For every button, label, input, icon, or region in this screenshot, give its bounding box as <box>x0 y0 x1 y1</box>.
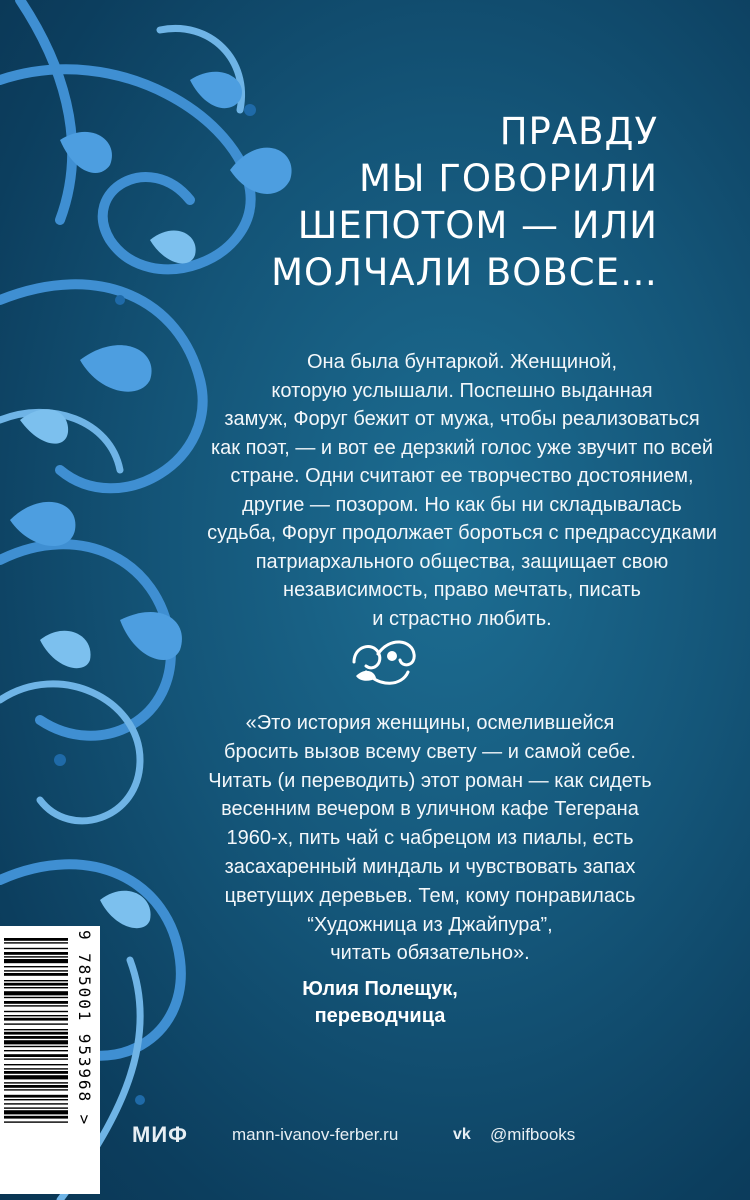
synopsis-line: другие — позором. Но как бы ни складывалась <box>242 493 682 516</box>
synopsis-line: и страстно любить. <box>372 607 552 630</box>
barcode-bar <box>4 983 68 986</box>
barcode-bar <box>4 1099 68 1100</box>
barcode-digits: 9 785001 953968 > <box>75 930 94 1127</box>
barcode-bar <box>4 1110 68 1114</box>
barcode-bar <box>4 1089 68 1090</box>
barcode-bar <box>4 1058 68 1059</box>
headline-line: ШЕПОТОМ — ИЛИ <box>297 204 658 247</box>
headline-line: ПРАВДУ <box>499 110 658 153</box>
headline-line: МЫ ГОВОРИЛИ <box>358 157 658 200</box>
barcode-bar <box>4 1085 68 1088</box>
swirl-divider-icon <box>346 632 420 692</box>
barcode-bar <box>4 1103 68 1104</box>
quote-line: цветущих деревьев. Тем, кому понравилась <box>224 884 636 907</box>
footer <box>0 1120 750 1150</box>
quote-line: бросить вызов всему свету — и самой себе. <box>224 740 636 763</box>
synopsis-line: стране. Одни считают ее творчество достоянием, <box>230 465 694 487</box>
headline <box>238 108 658 296</box>
barcode-bar <box>4 980 68 981</box>
barcode-bar <box>4 970 68 971</box>
barcode-bar <box>4 959 68 963</box>
barcode-bar <box>4 991 68 995</box>
synopsis-line: патриархального общества, защищает свою <box>255 550 669 573</box>
barcode-bar <box>4 1029 68 1030</box>
barcode-bar <box>4 948 68 949</box>
barcode-bar <box>4 956 68 957</box>
quote-line: читать обязательно». <box>330 942 530 965</box>
barcode-bar <box>4 952 68 955</box>
barcode-bar <box>4 973 68 976</box>
isbn-barcode <box>0 926 100 1194</box>
barcode-bar <box>4 942 68 943</box>
synopsis-line: судьба, Форуг продолжает бороться с предрассудками <box>207 522 717 544</box>
quote-line: «Это история женщины, осмелившейся <box>245 712 615 734</box>
website-link[interactable]: mann-ivanov-ferber.ru <box>232 1125 399 1144</box>
barcode-bar <box>4 997 68 998</box>
barcode-bar <box>4 1018 68 1021</box>
barcode-bar <box>4 1050 68 1051</box>
barcode-bar <box>4 1046 68 1047</box>
barcode-bar <box>4 1032 68 1035</box>
barcode-bar <box>4 938 68 941</box>
barcode-bar <box>4 1107 68 1108</box>
quote-line: 1960-х, пить чай с чабрецом из пиалы, есть <box>226 827 634 850</box>
barcode-bar <box>4 1054 68 1057</box>
review-quote <box>150 709 710 968</box>
barcode-bar <box>4 1095 68 1098</box>
synopsis-line: которую услышали. Поспешно выданная <box>271 379 653 402</box>
synopsis-line: независимость, право мечтать, писать <box>283 579 641 601</box>
barcode-bars <box>0 926 70 1194</box>
synopsis-paragraph <box>182 348 742 633</box>
social-handle[interactable]: @mifbooks <box>490 1125 576 1144</box>
synopsis-line: замуж, Форуг бежит от мужа, чтобы реализоваться <box>224 408 700 430</box>
barcode-bar <box>4 1116 68 1119</box>
barcode-bar <box>4 1023 68 1024</box>
barcode-bar <box>4 1011 68 1012</box>
barcode-bar <box>4 1068 68 1069</box>
synopsis-line: как поэт, — и вот ее дерзкий голос уже звучит по всей <box>210 436 714 459</box>
barcode-bar <box>4 1015 68 1016</box>
publisher-logo: МИФ <box>132 1122 188 1147</box>
barcode-bar <box>4 1082 68 1083</box>
quote-line: “Художница из Джайпура”, <box>307 913 553 936</box>
headline-line: МОЛЧАЛИ ВОВСЕ… <box>271 251 658 294</box>
vk-icon[interactable]: vk <box>453 1126 471 1143</box>
author-name: Юлия Полещук, <box>302 978 458 1000</box>
synopsis-line: Она была бунтаркой. Женщиной, <box>307 351 617 373</box>
quote-line: Читать (и переводить) этот роман — как сидеть <box>208 769 652 792</box>
quote-line: засахаренный миндаль и чувствовать запах <box>224 855 636 878</box>
author-role: переводчица <box>314 1005 446 1027</box>
barcode-bar <box>4 1075 68 1079</box>
barcode-bar <box>4 987 68 988</box>
barcode-bar <box>4 1005 68 1006</box>
barcode-bar <box>4 1064 68 1065</box>
quote-author <box>260 976 500 1030</box>
barcode-bar <box>4 1001 68 1004</box>
barcode-bar <box>4 966 68 967</box>
barcode-bar <box>4 1071 68 1074</box>
barcode-bar <box>4 1040 68 1044</box>
quote-line: весенним вечером в уличном кафе Тегерана <box>221 798 639 821</box>
barcode-bar <box>4 1036 68 1039</box>
